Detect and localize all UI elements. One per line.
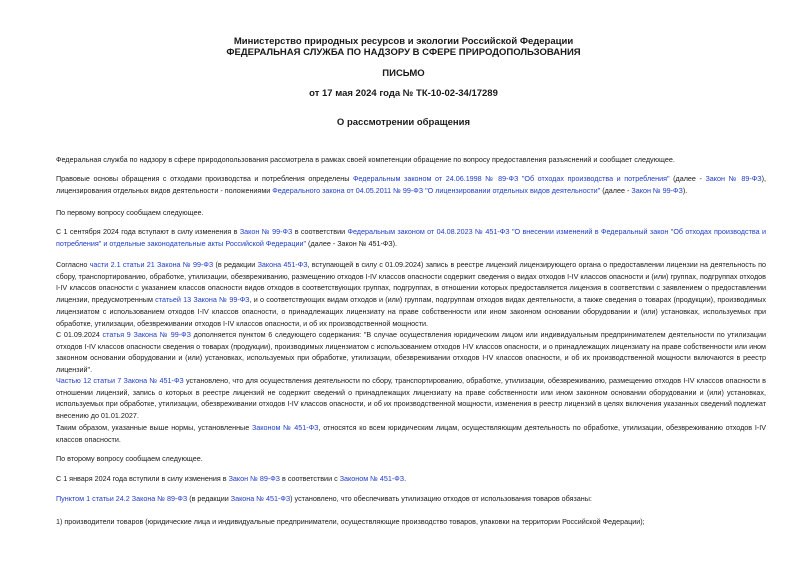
law-link[interactable]: части 2.1 статьи 21 Закона № 99-ФЗ xyxy=(89,260,214,269)
law-link[interactable]: Закон № 89-ФЗ xyxy=(705,174,762,183)
paragraph-text: (далее - Закон № 451-ФЗ). xyxy=(306,238,398,248)
paragraph-text: , относятся ко всем юридическим лицам, осуществляющим деятельность по обработке, утилизации, обезвреживанию отходов I-IV классов опасности. xyxy=(56,423,766,444)
paragraph xyxy=(56,453,766,465)
law-link[interactable]: Федеральным законом от 04.08.2023 № 451-ФЗ "О внесении изменений в Федеральный закон "Об отходах производства и потребления" и отдельные законодательные акты Российской Федерации" xyxy=(56,227,766,248)
paragraph-text: , и о соответствующих видам отходов и (или) группам, подгруппам отходов видах деятельности, а также сведения о товарах (продукции), производимых лицензиатом с использованием отходов I-IV классов опасности, о принадлежащих лицензиату на праве собственности или ином законном основании оборудовании и (или) установках, используемых при обработке, утилизации, обезвреживании отходов I-IV классов опасности, и об их производственной мощности. xyxy=(56,295,767,328)
paragraph-text: установлено, что для осуществления деятельности по сбору, транспортированию, обработке, утилизации, обезвреживанию, размещению отходов I-IV классов опасности в отношении лицензий, запись о которых в реестре лицензий не содержит сведений о принадлежащих лицензиату на праве собственности или ином законном основании оборудовании и (или) установках, используемых при обработке, утилизации, обезвреживании отходов I-IV классов опасности, и об их производственной мощности, изменения в реестр лицензий в целях включения указанных сведений подлежат внесению до 01.01.2027. xyxy=(56,376,766,421)
paragraph-text: (в редакции xyxy=(213,260,258,269)
paragraph-text: в соответствии xyxy=(292,227,348,236)
paragraph-text: С 1 января 2024 года вступили в силу изменения в xyxy=(56,474,229,483)
document-subject: О рассмотрении обращения xyxy=(336,117,471,128)
law-link[interactable]: Закон № 89-ФЗ xyxy=(228,474,281,483)
law-link[interactable]: Закон № 99-ФЗ xyxy=(631,185,683,195)
law-link[interactable]: Законом № 451-ФЗ xyxy=(251,423,319,432)
paragraph-text: 1) производители товаров (юридические лица и индивидуальные предприниматели, осуществляющие производство товаров, упаковки на территории Российской Федерации); xyxy=(56,517,645,526)
service-name: ФЕДЕРАЛЬНАЯ СЛУЖБА ПО НАДЗОРУ В СФЕРЕ ПРИРОДОПОЛЬЗОВАНИЯ xyxy=(226,47,581,58)
law-link[interactable]: статьей 13 Закона № 99-ФЗ xyxy=(155,295,250,305)
paragraph-text: , вступающей в силу с 01.09.2024) запись в реестре лицензий лицензирующего органа о предоставлении лицензии на деятельность по сбору, транспортированию, обработке, утилизации, обезвреживанию, размещению отходов I-IV классов опасности содержит сведения о видах отходов I-IV классов опасности и (или) группах, подгруппах отходов I-IV классов опасности с указанием классов опасности видов отходов в соответствующих группах, подгруппах, в отношении которых предоставляется лицензия в соответствии с заявлением о предоставлении лицензии, предусмотренным xyxy=(56,260,766,305)
paragraph-text: Правовые основы обращения с отходами производства и потребления определены xyxy=(56,174,353,183)
law-link[interactable]: Федеральным законом от 24.06.1998 № 89-ФЗ "Об отходах производства и потребления" xyxy=(352,174,670,183)
law-link[interactable]: Закона 451-ФЗ xyxy=(257,260,308,269)
paragraph xyxy=(56,493,766,505)
ministry-name: Министерство природных ресурсов и экологии Российской Федерации xyxy=(233,36,574,47)
paragraph-text: ) установлено, что обеспечивать утилизацию отходов от использования товаров обязаны: xyxy=(290,494,592,503)
paragraph xyxy=(56,259,766,329)
paragraph-text: (в редакции xyxy=(187,494,231,503)
paragraph-text: Согласно xyxy=(56,260,90,269)
paragraph-text: ), лицензирования отдельных видов деятельности - положениями xyxy=(56,174,766,195)
law-link[interactable]: Частью 12 статьи 7 Закона № 451-ФЗ xyxy=(56,376,184,385)
paragraph xyxy=(56,375,766,422)
paragraph xyxy=(56,173,766,196)
law-link[interactable]: Закона № 451-ФЗ xyxy=(230,494,291,503)
paragraph xyxy=(56,473,766,485)
paragraph xyxy=(56,154,766,166)
document-date-number: от 17 мая 2024 года № ТК-10-02-34/17289 xyxy=(309,88,498,99)
paragraph xyxy=(56,422,766,445)
paragraph-text: С 1 сентября 2024 года вступают в силу изменения в xyxy=(56,227,240,236)
paragraph-text: . xyxy=(404,474,407,483)
law-link[interactable]: Федерального закона от 04.05.2011 № 99-ФЗ "О лицензировании отдельных видов деятельности" xyxy=(272,185,601,195)
law-link[interactable]: Законом № 451-ФЗ xyxy=(339,474,405,483)
paragraph xyxy=(56,207,766,219)
paragraph-text: По первому вопросу сообщаем следующее. xyxy=(56,208,204,217)
paragraph-text: ). xyxy=(682,185,688,195)
document-type: ПИСЬМО xyxy=(382,68,425,79)
paragraph-text: Федеральная служба по надзору в сфере природопользования рассмотрела в рамках своей компетенции обращение по вопросу предоставления разъяснений и сообщает следующее. xyxy=(56,155,675,164)
paragraph xyxy=(56,516,766,528)
law-link[interactable]: статья 9 Закона № 99-ФЗ xyxy=(102,330,191,339)
paragraph xyxy=(56,329,766,376)
law-link[interactable]: Закон № 99-ФЗ xyxy=(239,227,293,236)
paragraph-text: (далее - xyxy=(669,174,706,183)
law-link[interactable]: Пунктом 1 статьи 24.2 Закона № 89-ФЗ xyxy=(56,494,188,503)
paragraph xyxy=(56,226,766,249)
paragraph-text: в соответствии с xyxy=(280,474,340,483)
paragraph-text: (далее - xyxy=(600,185,632,195)
paragraph-text: С 01.09.2024 xyxy=(56,330,103,339)
paragraph-text: дополняется пунктом 6 следующего содержания: "В случае осуществления юридическим лицом или индивидуальным предпринимателем деятельности по утилизации отходов I-IV классов опасности сведения о товарах (продукции), производимых лицензиатом с использованием отходов I-IV классов опасности, и о принадлежащих лицензиату на праве собственности или ином законном основании оборудовании и (или) установках, используемых при обработке, утилизации, обезвреживании отходов I-IV классов опасности, и об их производственной мощности включаются в реестр лицензий". xyxy=(56,330,766,375)
paragraph-text: По второму вопросу сообщаем следующее. xyxy=(56,454,203,463)
paragraph-text: Таким образом, указанные выше нормы, установленные xyxy=(56,423,252,432)
